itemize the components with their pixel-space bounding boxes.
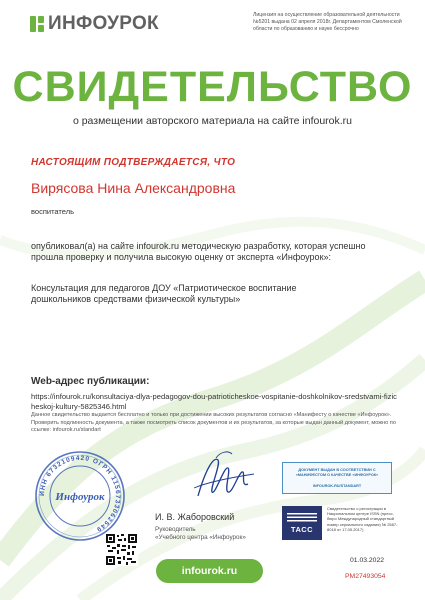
certificate-title: СВИДЕТЕЛЬСТВО [12,63,413,111]
signer-role-line: Руководитель [155,526,196,533]
infourok-logo-icon [30,14,46,34]
signer-name: И. В. Жаборовский [155,512,235,522]
verification-note: Данное свидетельство выдается бесплатно и только при достижении высоких результатов согласно «Манифесту о качестве «Инфоурок». Проверить подлинность документа, а также посмотреть список документов и их результатов, за которые выдан данный документ, можно по ссылке: infourok.ru/standart [31,412,396,433]
tass-registration-note: Свидетельство о регистрации в Национальном центре ISSN (пресс-бюро Международный стандартный номер сериального издания) № 2587-8018 от 17.05.2017) [327,506,398,532]
stamp-center-text: Инфоурок [55,491,105,503]
issue-date: 01.03.2022 [350,557,385,564]
quality-box-line: ДОКУМЕНТ ВЫДАН В СООТВЕТСТВИИ С [298,468,376,472]
brand-logo-text: ИНФОУРОК [48,13,159,34]
signer-role [155,526,246,542]
license-text: Лицензия на осуществление образовательной деятельности №5201 выдана 02 апреля 2018г. Департаментом Смоленской области по образованию и науке бессрочно [253,12,402,32]
publication-description: опубликовал(а) на сайте infourok.ru методическую разработку, которая успешно прошла проверку и получила высокую оценку от эксперта «Инфоурок»: [31,241,366,262]
quality-manifesto-box [282,462,392,494]
recipient-role: воспитатель [31,207,74,216]
quality-box-line: «МАНИФЕСТОМ О КАЧЕСТВЕ «ИНФОУРОК» [295,473,379,477]
web-address-label: Web-адрес публикации: [31,376,150,387]
quality-box-link[interactable]: INFOUROK.RU/STANDART [312,484,362,488]
tass-logo-icon [287,512,317,522]
site-link-button[interactable]: infourok.ru [156,559,263,583]
signer-role-line: «Учебного центра «Инфоурок» [155,534,246,541]
confirmation-heading: НАСТОЯЩИМ ПОДТВЕРЖДАЕТСЯ, ЧТО [31,157,236,168]
recipient-name: Вирясова Нина Александровна [31,180,236,196]
material-title: Консультация для педагогов ДОУ «Патриотическое воспитание дошкольников средствами физической культуры» [31,283,297,304]
tass-logo-text: ТАСС [290,525,314,534]
official-stamp [34,450,126,542]
publication-url[interactable]: https://infourok.ru/konsultaciya-dlya-pedagogov-dou-patrioticheskoe-vospitanie-doshkolnikov-sredstvami-fizicheskoj-kultury-5825346.html [31,392,397,411]
qr-code[interactable] [105,533,138,566]
certificate-subtitle: о размещении авторского материала на сайте infourok.ru [72,115,353,127]
stamp-ring-text: ИНН 6732109420 ОГРН 1156733062549 [38,454,122,533]
document-id: PM27493054 [345,573,386,580]
handwritten-signature [188,448,258,508]
